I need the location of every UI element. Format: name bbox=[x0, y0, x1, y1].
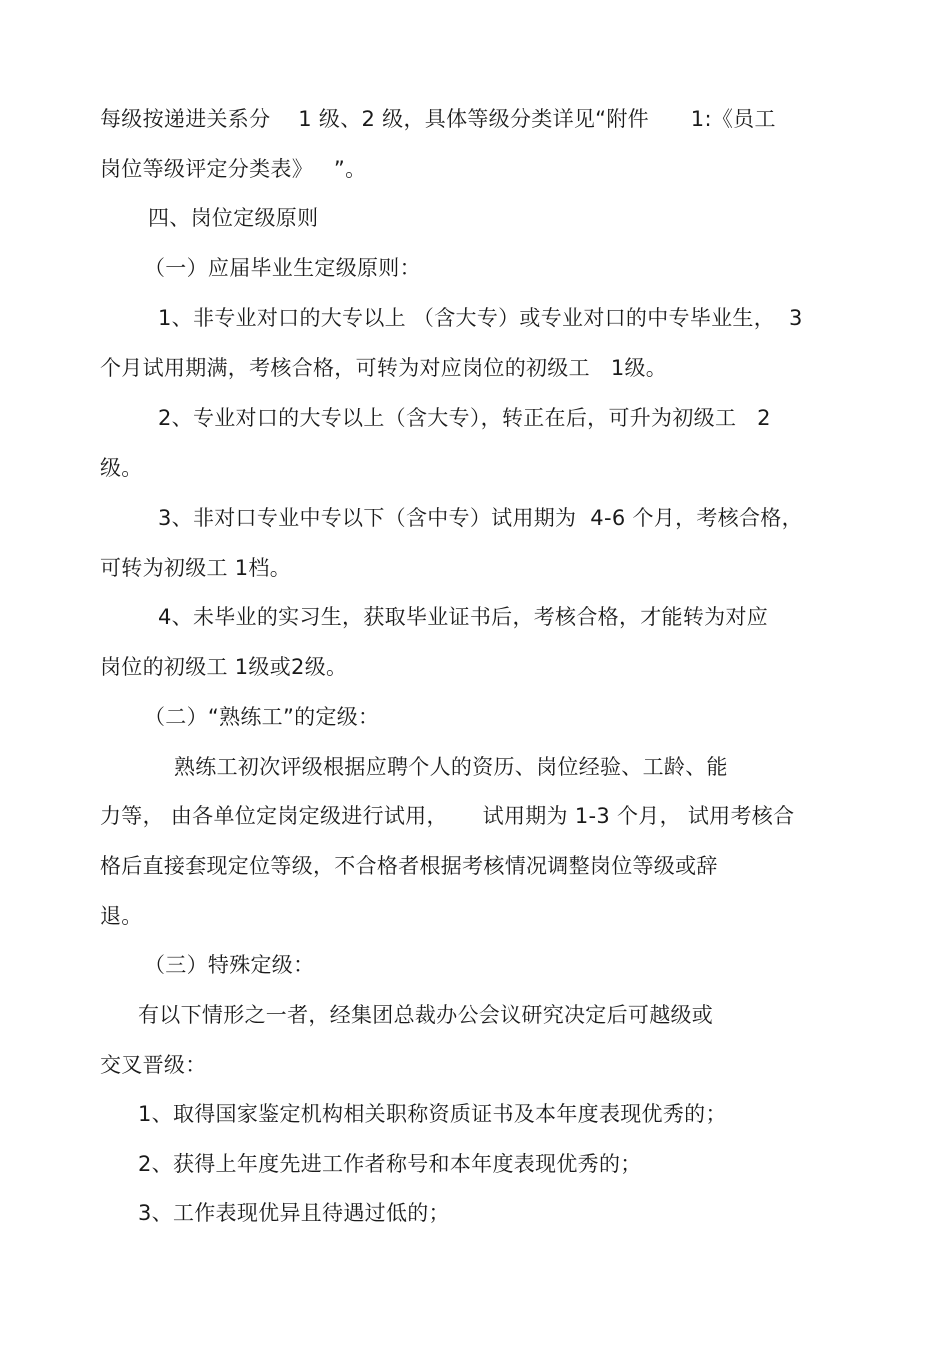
paragraph-line: 有以下情形之一者，经集团总裁办公会议研究决定后可越级或 bbox=[138, 1003, 714, 1027]
subsection-heading: （三）特殊定级： bbox=[144, 953, 315, 977]
paragraph-line: 交叉晋级： bbox=[100, 1053, 207, 1077]
list-item: 1、非专业对口的大专以上 （含大专）或专业对口的中专毕业生， 3 bbox=[158, 306, 803, 330]
paragraph-line: 每级按递进关系分 1 级、2 级，具体等级分类详见“附件 1:《员工 bbox=[100, 107, 776, 131]
paragraph-line: 熟练工初次评级根据应聘个人的资历、岗位经验、工龄、能 bbox=[174, 755, 728, 779]
list-item: 2、专业对口的大专以上（含大专），转正在后，可升为初级工 2 bbox=[158, 406, 771, 430]
list-item-continuation: 岗位的初级工 1级或2级。 bbox=[100, 655, 348, 679]
list-item: 3、工作表现优异且待遇过低的； bbox=[138, 1201, 450, 1225]
paragraph-line: 格后直接套现定位等级，不合格者根据考核情况调整岗位等级或辞 bbox=[100, 854, 718, 878]
list-item: 2、获得上年度先进工作者称号和本年度表现优秀的； bbox=[138, 1152, 642, 1176]
list-item: 1、取得国家鉴定机构相关职称资质证书及本年度表现优秀的； bbox=[138, 1102, 727, 1126]
list-item: 3、非对口专业中专以下（含中专）试用期为 4-6 个月，考核合格， bbox=[158, 506, 803, 530]
section-heading: 四、岗位定级原则 bbox=[148, 206, 319, 230]
paragraph-line: 力等， 由各单位定岗定级进行试用， 试用期为 1-3 个月， 试用考核合 bbox=[100, 804, 795, 828]
subsection-heading: （二）“熟练工”的定级： bbox=[144, 705, 380, 729]
list-item-continuation: 可转为初级工 1档。 bbox=[100, 556, 292, 580]
subsection-heading: （一）应届毕业生定级原则： bbox=[144, 256, 421, 280]
list-item-continuation: 级。 bbox=[100, 456, 143, 480]
list-item: 4、未毕业的实习生，获取毕业证书后，考核合格，才能转为对应 bbox=[158, 605, 769, 629]
paragraph-line: 岗位等级评定分类表》 ”。 bbox=[100, 157, 367, 181]
paragraph-line: 退。 bbox=[100, 904, 143, 928]
list-item-continuation: 个月试用期满，考核合格，可转为对应岗位的初级工 1级。 bbox=[100, 356, 668, 380]
